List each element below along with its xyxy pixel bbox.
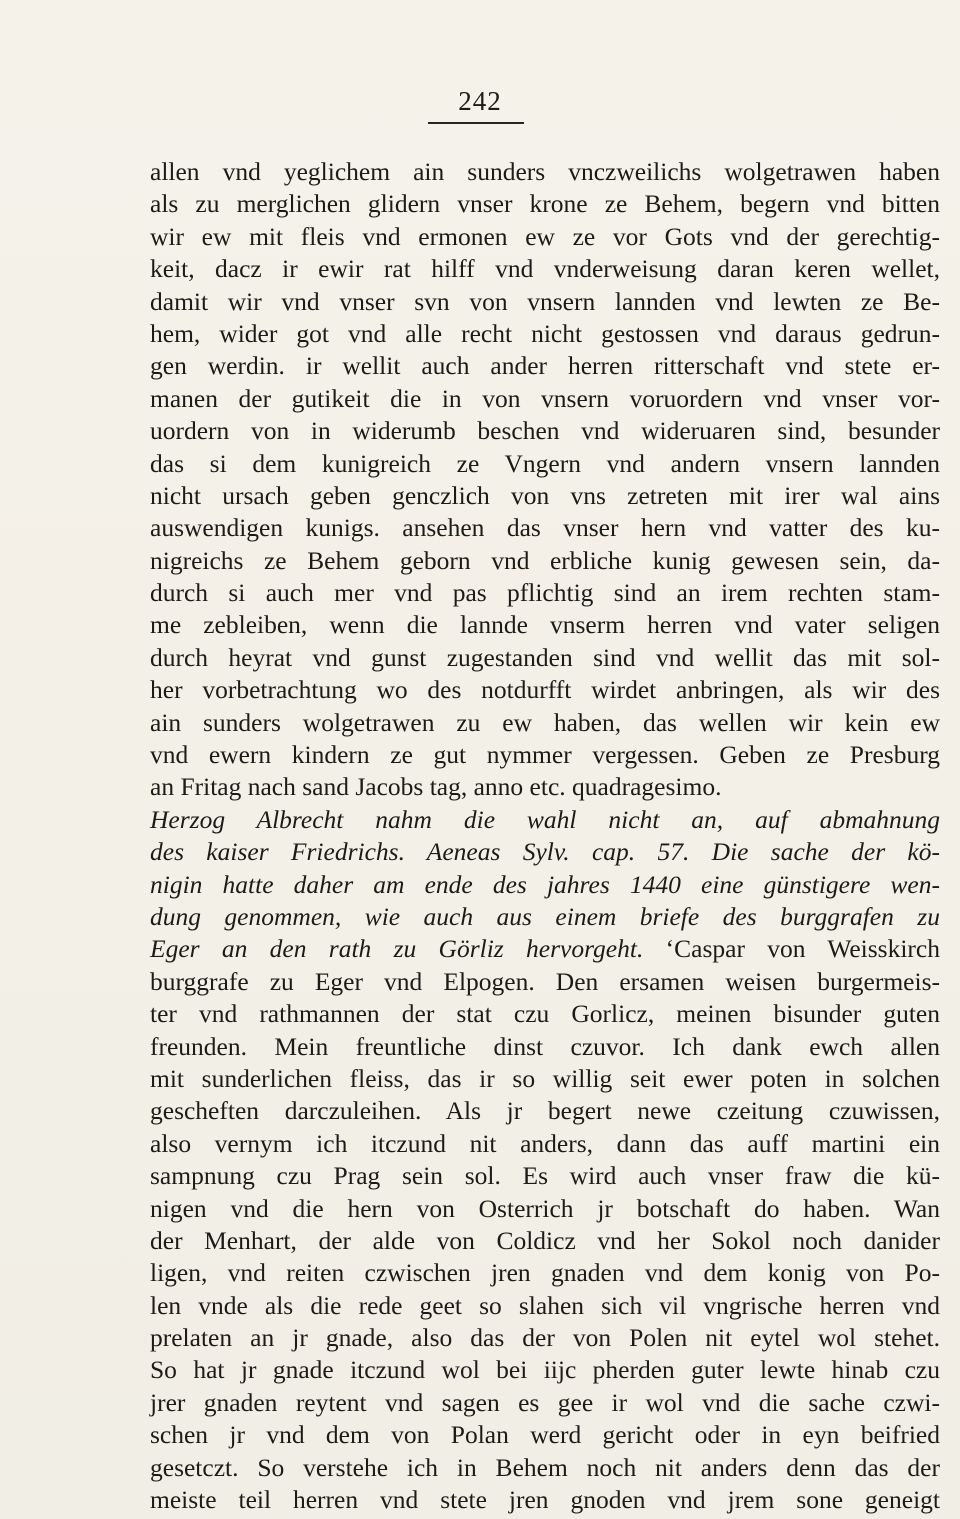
body-text	[150, 156, 940, 1516]
text-line: manen der gutikeit die in von vnsern voruordern vnd vnser vor-	[150, 383, 940, 413]
text-line: an Fritag nach sand Jacobs tag, anno etc. quadragesimo.	[150, 772, 722, 802]
text-line: wir ew mit fleis vnd ermonen ew ze vor Gots vnd der gerechtig-	[150, 221, 940, 251]
text-line: also vernym ich itczund nit anders, dann das auff martini ein	[150, 1128, 940, 1158]
text-line: des kaiser Friedrichs. Aeneas Sylv. cap. 57. Die sache der kö-	[150, 837, 940, 867]
text-line: auswendigen kunigs. ansehen das vnser hern vnd vatter des ku-	[150, 513, 940, 543]
text-line: gesetczt. So verstehe ich in Behem noch nit anders denn das der	[150, 1452, 940, 1482]
text-line: len vnde als die rede geet so slahen sich vil vngrische herren vnd	[150, 1290, 940, 1320]
text-line: Herzog Albrecht nahm die wahl nicht an, auf abmahnung	[150, 804, 940, 834]
text-line: her vorbetrachtung wo des notdurfft wirdet anbringen, als wir des	[150, 675, 940, 705]
text-line: prelaten an jr gnade, also das der von Polen nit eytel wol stehet.	[150, 1323, 940, 1353]
text-line: als zu merglichen glidern vnser krone ze Behem, begern vnd bitten	[150, 189, 940, 219]
text-line: ligen, vnd reiten czwischen jren gnaden vnd dem konig von Po-	[150, 1258, 940, 1288]
text-line: gen werdin. ir wellit auch ander herren ritterschaft vnd stete er-	[150, 351, 940, 381]
text-line: nigin hatte daher am ende des jahres 1440 eine günstigere wen-	[150, 869, 940, 899]
text-line: durch heyrat vnd gunst zugestanden sind vnd wellit das mit sol-	[150, 642, 940, 672]
text-line-normal-part: ‘Caspar von Weisskirch	[643, 934, 940, 964]
text-line: sampnung czu Prag sein sol. Es wird auch vnser fraw die kü-	[150, 1161, 940, 1191]
page-number: 242	[458, 86, 502, 116]
text-line: keit, dacz ir ewir rat hilff vnd vnderweisung daran keren wellet,	[150, 254, 940, 284]
text-line: uordern von in widerumb beschen vnd wideruaren sind, besunder	[150, 416, 940, 446]
text-line: schen jr vnd dem von Polan werd gericht oder in eyn beifried	[150, 1420, 940, 1450]
text-line: nigen vnd die hern von Osterrich jr botschaft do haben. Wan	[150, 1193, 940, 1223]
text-line: das si dem kunigreich ze Vngern vnd andern vnsern lannden	[150, 448, 940, 478]
text-line: ter vnd rathmannen der stat czu Gorlicz, meinen bisunder guten	[150, 999, 940, 1029]
text-line: jrer gnaden reytent vnd sagen es gee ir wol vnd die sache czwi-	[150, 1387, 940, 1417]
text-line: nicht ursach geben genczlich von vns zetreten mit irer wal ains	[150, 480, 940, 510]
text-line	[150, 933, 940, 965]
text-line: vnd ewern kindern ze gut nymmer vergessen. Geben ze Presburg	[150, 740, 940, 770]
text-line: damit wir vnd vnser svn von vnsern lannden vnd lewten ze Be-	[150, 286, 940, 316]
text-line: burggrafe zu Eger vnd Elpogen. Den ersamen weisen burgermeis-	[150, 966, 940, 996]
text-line: hem, wider got vnd alle recht nicht gestossen vnd daraus gedrun-	[150, 318, 940, 348]
text-line: gescheften darczuleihen. Als jr begert newe czeitung czuwissen,	[150, 1096, 940, 1126]
text-line: der Menhart, der alde von Coldicz vnd her Sokol noch danider	[150, 1225, 940, 1255]
text-line: allen vnd yeglichem ain sunders vnczweilichs wolgetrawen haben	[150, 157, 940, 186]
page-number-rule	[428, 122, 524, 124]
text-line: dung genommen, wie auch aus einem briefe des burggrafen zu	[150, 901, 940, 931]
text-line: So hat jr gnade itczund wol bei iijc pherden guter lewte hinab czu	[150, 1355, 940, 1385]
text-line: me zebleiben, wenn die lannde vnserm herren vnd vater seligen	[150, 610, 940, 640]
text-line: meiste teil herren vnd stete jren gnoden vnd jrem sone geneigt	[150, 1485, 940, 1515]
text-line: mit sunderlichen fleiss, das ir so willig seit ewer poten in solchen	[150, 1063, 940, 1093]
text-line: freunden. Mein freuntliche dinst czuvor. Ich dank ewch allen	[150, 1031, 940, 1061]
text-line: ain sunders wolgetrawen zu ew haben, das wellen wir kein ew	[150, 707, 940, 737]
text-line-italic-part: Eger an den rath zu Görliz hervorgeht.	[150, 934, 644, 964]
text-line: durch si auch mer vnd pas pflichtig sind an irem rechten stam-	[150, 578, 940, 608]
text-line: nigreichs ze Behem geborn vnd erbliche kunig gewesen sein, da-	[150, 545, 940, 575]
